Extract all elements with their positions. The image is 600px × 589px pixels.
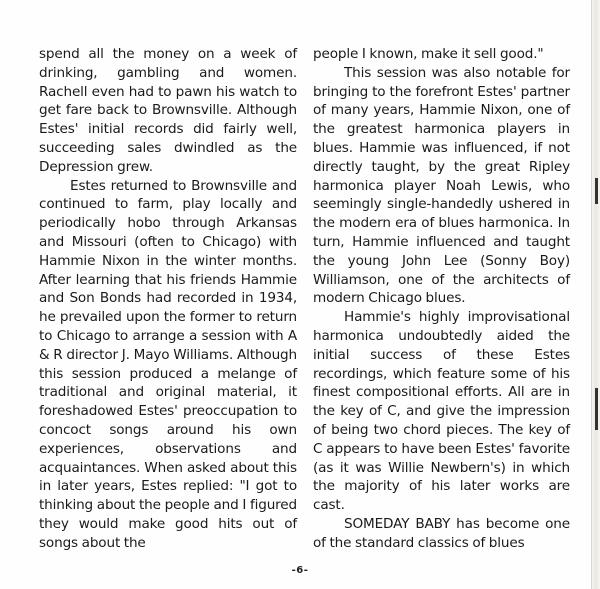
scan-edge-strip: [591, 0, 600, 589]
right-text-column: [313, 45, 570, 553]
paragraph: people I known, make it sell good.": [313, 46, 544, 62]
paragraph: Estes returned to Brownsville and continued to farm, play locally and periodically hobo through Arkansas and Missouri (often to Chicago) with Hammie Nixon in the winter months. After learning that his friends Hammie and Son Bonds had recorded in 1934, he prevailed upon the former to return to Chicago to arrange a session with A & R director J. Mayo Williams. Although this session produced a melange of traditional and original material, it foreshadowed Estes' preoccupation to concoct songs around his own experiences, observations and acquaintances. When asked about this in later years, Estes replied: "I got to thinking about the people and I figured they would make good hits out of songs about the: [39, 177, 297, 551]
scan-edge-mark: [595, 178, 598, 204]
paragraph: SOMEDAY BABY has become one of the standard classics of blues: [313, 515, 570, 551]
paragraph: Hammie's highly improvisational harmonica undoubtedly aided the initial success of these Estes recordings, which feature some of his finest compositional efforts. All are in the key of C, and give the impression of being two chord pieces. The key of C appears to have been Estes' favorite (as it was Willie Newbern's) in which the majority of his later works are cast.: [313, 309, 570, 514]
left-text-column: [39, 45, 297, 553]
paragraph: spend all the money on a week of drinking, gambling and women. Rachell even had to pawn his watch to get fare back to Brownsville. Although Estes' initial records did fairly well, succeeding sales dwindled as the Depression grew.: [39, 46, 297, 175]
page-number: -6-: [291, 565, 309, 576]
scan-edge-mark: [595, 388, 598, 430]
paragraph: This session was also notable for bringing to the forefront Estes' partner of many years, Hammie Nixon, one of the greatest harmonica players in blues. Hammie was influenced, if not directly taught, by the great Ripley harmonica player Noah Lewis, who seemingly single-handedly ushered in the modern era of blues harmonica. In turn, Hammie influenced and taught the young John Lee (Sonny Boy) Williamson, one of the architects of modern Chicago blues.: [313, 64, 570, 307]
